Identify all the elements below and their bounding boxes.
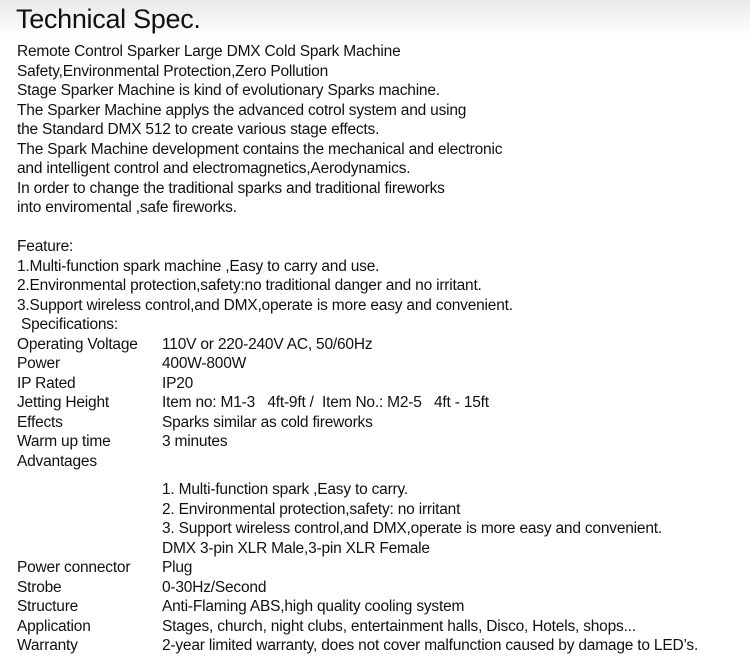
- spec-value: Sparks similar as cold fireworks: [162, 413, 373, 431]
- advantages-label: Advantages: [17, 452, 97, 470]
- spec-value: IP20: [162, 374, 194, 392]
- spec-label: Strobe: [17, 578, 62, 596]
- spec-label: IP Rated: [17, 374, 76, 392]
- advantage-item-dmx: DMX 3-pin XLR Male,3-pin XLR Female: [162, 539, 430, 557]
- spec-value: Plug: [162, 559, 193, 576]
- intro-line-5: the Standard DMX 512 to create various stage effects.: [17, 121, 380, 138]
- intro-line-1: Remote Control Sparker Large DMX Cold Spark Machine: [17, 43, 401, 60]
- spec-row-jetting-height: [17, 393, 742, 413]
- spec-label: Effects: [17, 413, 63, 431]
- spec-value: 110V or 220-240V AC, 50/60Hz: [162, 335, 373, 353]
- spec-label: Application: [17, 617, 91, 635]
- intro-line-4: The Sparker Machine applys the advanced cotrol system and using: [17, 101, 467, 119]
- specifications-heading: Specifications:: [21, 316, 118, 333]
- feature-heading: Feature:: [17, 238, 74, 255]
- spec-row-ip-rated: [17, 374, 742, 394]
- spec-value: 400W-800W: [162, 355, 247, 372]
- advantage-item-3: 3. Support wireless control,and DMX,operate is more easy and convenient.: [162, 520, 662, 537]
- spec-document: [17, 42, 742, 656]
- spec-value: Item no: M1-3 4ft-9ft / Item No.: M2-5 4ft - 15ft: [162, 394, 489, 411]
- spec-row-warranty: [17, 636, 742, 656]
- spec-row-effects: [17, 413, 742, 433]
- paragraph-gap: [17, 218, 742, 238]
- spec-row-power-connector: [17, 558, 742, 578]
- spec-row-structure: [17, 597, 742, 617]
- intro-line-7: and intelligent control and electromagnetics,Aerodynamics.: [17, 160, 411, 177]
- advantage-item-1: 1. Multi-function spark ,Easy to carry.: [162, 481, 409, 498]
- spec-label: Jetting Height: [17, 394, 109, 411]
- intro-line-6: The Spark Machine development contains the mechanical and electronic: [17, 140, 503, 158]
- spec-label: Structure: [17, 598, 79, 615]
- feature-item-3: 3.Support wireless control,and DMX,operate is more easy and convenient.: [17, 296, 513, 314]
- spec-row-application: [17, 617, 742, 637]
- spec-row-operating-voltage: [17, 335, 742, 355]
- intro-line-3: Stage Sparker Machine is kind of evolutionary Sparks machine.: [17, 82, 440, 99]
- spec-label: Power connector: [17, 559, 131, 576]
- intro-line-8: In order to change the traditional sparks and traditional fireworks: [17, 179, 445, 197]
- page-title: Technical Spec.: [16, 4, 201, 34]
- intro-line-9: into enviromental ,safe fireworks.: [17, 199, 237, 216]
- spec-label: Warm up time: [17, 433, 111, 450]
- spec-value: 0-30Hz/Second: [162, 578, 267, 596]
- spec-label: Operating Voltage: [17, 335, 138, 353]
- spec-value: Anti-Flaming ABS,high quality cooling system: [162, 598, 465, 615]
- advantages-gap: [17, 471, 742, 480]
- feature-item-1: 1.Multi-function spark machine ,Easy to carry and use.: [17, 257, 380, 275]
- spec-row-power: [17, 354, 742, 374]
- spec-row-warm-up-time: [17, 432, 742, 452]
- intro-line-2: Safety,Environmental Protection,Zero Pollution: [17, 62, 329, 80]
- spec-value: 3 minutes: [162, 433, 228, 450]
- feature-item-2: 2.Environmental protection,safety:no traditional danger and no irritant.: [17, 277, 482, 294]
- spec-value: 2-year limited warranty, does not cover malfunction caused by damage to LED’s.: [162, 637, 699, 654]
- spec-label: Warranty: [17, 637, 78, 654]
- advantage-item-2: 2. Environmental protection,safety: no irritant: [162, 500, 461, 518]
- spec-label: Power: [17, 355, 60, 372]
- spec-value: Stages, church, night clubs, entertainment halls, Disco, Hotels, shops...: [162, 617, 636, 635]
- spec-row-strobe: [17, 578, 742, 598]
